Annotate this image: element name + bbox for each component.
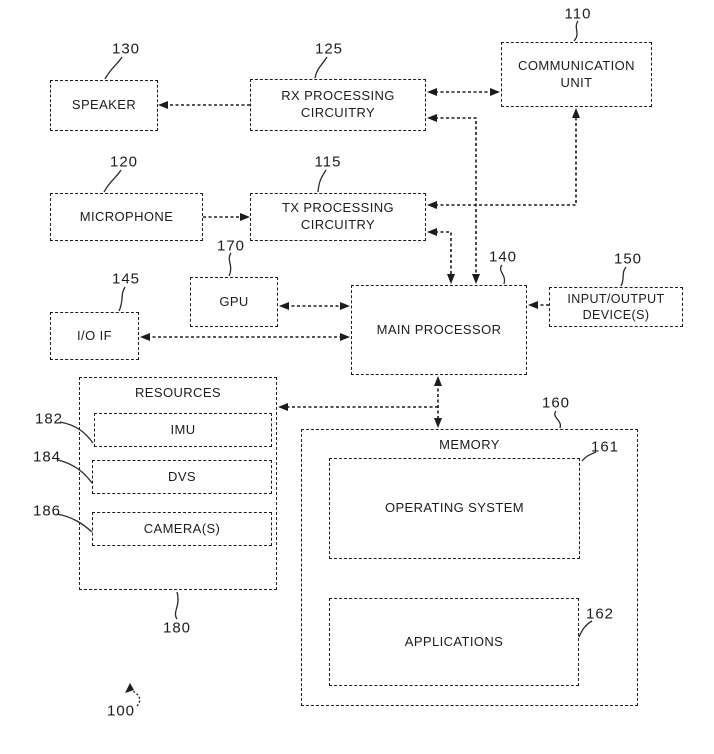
block-operating-system [329,458,580,559]
arrowhead [279,302,289,310]
leader-160 [555,411,561,428]
block-communication-unit-label: COMMUNICATION UNIT [518,57,635,90]
ref-label-cameras: 186 [32,502,62,520]
block-input-output-devices-label: INPUT/OUTPUT DEVICE(S) [567,291,665,322]
ref-label-rx: 125 [314,40,344,58]
leader-180 [175,592,178,619]
arrowhead [340,333,350,341]
ref-label-memory: 160 [541,394,571,412]
ref-label-io-if: 145 [111,270,141,288]
arrowhead [427,228,437,236]
leader-120 [104,170,121,192]
block-imu-label: IMU [170,421,196,437]
arrowhead [434,376,442,386]
block-gpu-label: GPU [219,293,249,309]
arrowhead [158,101,168,109]
connector-rx-main-processor [435,118,476,277]
ref-label-microphone: 120 [109,153,139,171]
arrowhead [340,302,350,310]
ref-label-gpu: 170 [216,237,246,255]
arrowhead [434,418,442,428]
ref-label-figure: 100 [106,702,136,720]
ref-label-tx: 115 [314,153,342,171]
block-operating-system-label: OPERATING SYSTEM [384,500,525,516]
block-dvs-label: DVS [168,468,196,484]
ref-label-speaker: 130 [111,40,141,58]
arrowhead [572,108,580,118]
arrowhead [447,274,455,284]
block-input-output-devices [549,287,683,327]
block-applications [329,598,579,686]
block-io-if-label: I/O IF [77,327,112,343]
arrowhead [278,403,288,411]
block-applications-label: APPLICATIONS [404,633,504,649]
figure-ref-arrowhead [125,683,134,693]
leader-150 [621,267,626,286]
connector-tx-comm-unit [435,115,576,205]
arrowhead [140,333,150,341]
leader-140 [501,265,505,284]
block-cameras [92,512,272,546]
block-main-processor-label: MAIN PROCESSOR [376,321,502,337]
ref-label-communication-unit: 110 [564,5,592,23]
block-resources-label: RESOURCES [135,385,221,400]
block-tx-processing-circuitry [250,193,426,241]
block-microphone-label: MICROPHONE [79,208,174,224]
arrowhead [427,201,437,209]
arrowhead [490,88,500,96]
leader-145 [119,287,125,311]
block-io-if [50,312,139,360]
ref-label-main-processor: 140 [488,248,518,266]
ref-label-operating-system: 161 [590,438,620,456]
ref-label-dvs: 184 [32,448,62,466]
leader-110 [574,21,578,41]
arrowhead [240,213,250,221]
leader-170 [229,253,231,276]
arrowhead [427,114,437,122]
ref-label-imu: 182 [34,410,64,428]
block-cameras-label: CAMERA(S) [143,520,221,536]
leader-115 [318,170,326,192]
ref-label-resources: 180 [162,619,192,637]
arrowhead [427,88,437,96]
ref-label-input-output-devices: 150 [613,250,643,268]
leader-125 [315,57,327,78]
block-microphone [50,193,203,241]
arrowhead [472,274,480,284]
block-speaker-label: SPEAKER [71,97,137,113]
block-rx-processing-circuitry [250,79,426,131]
block-speaker [50,80,158,131]
block-gpu [190,277,278,327]
block-communication-unit [501,42,652,107]
leader-130 [105,57,122,79]
block-main-processor [351,285,527,375]
connector-tx-main-processor [435,232,451,277]
block-memory-label: MEMORY [439,437,500,452]
block-dvs [92,460,272,494]
block-rx-label: RX PROCESSING CIRCUITRY [281,88,395,120]
block-imu [94,413,272,447]
arrowhead [528,301,538,309]
ref-label-applications: 162 [585,605,615,623]
block-tx-label: TX PROCESSING CIRCUITRY [281,200,395,232]
